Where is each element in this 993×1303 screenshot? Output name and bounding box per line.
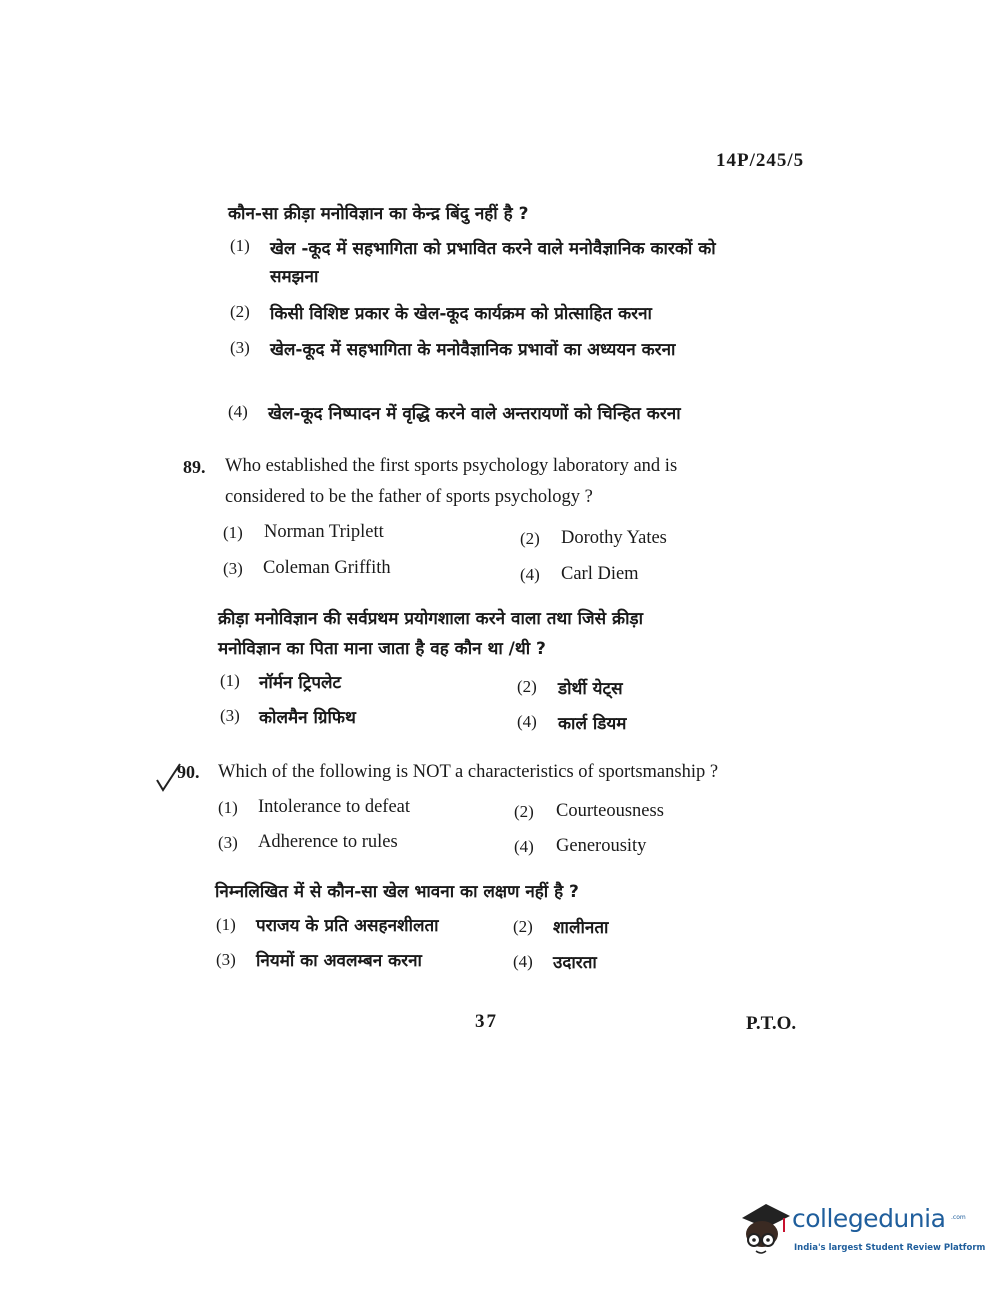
q90-hindi-option-num: (4) <box>513 952 533 971</box>
q90-hindi-option-text: उदारता <box>553 953 597 973</box>
q90-option-text: Courteousness <box>556 801 664 821</box>
q90-option-num: (1) <box>218 798 238 817</box>
q89-hindi-line1: क्रीड़ा मनोविज्ञान की सर्वप्रथम प्रयोगशाला करने वाला तथा जिसे क्रीड़ा <box>218 609 643 629</box>
q89-number: 89. <box>183 457 206 477</box>
q88-option-text: खेल-कूद में सहभागिता के मनोवैज्ञानिक प्रभावों का अध्ययन करना <box>270 340 676 360</box>
q88-option-num: (2) <box>230 302 250 321</box>
q90-hindi-option-text: शालीनता <box>553 918 609 938</box>
watermark-tagline: India's largest Student Review Platform <box>794 1243 986 1253</box>
q90-option-text: Generousity <box>556 836 647 856</box>
q88-option-num: (3) <box>230 338 250 357</box>
q90-question: Which of the following is NOT a characteristics of sportsmanship ? <box>218 762 719 782</box>
q89-hindi-option-num: (3) <box>220 706 240 725</box>
q89-option-text: Coleman Griffith <box>263 558 391 578</box>
q89-hindi-option-num: (4) <box>517 712 537 731</box>
q89-option-num: (1) <box>223 523 243 542</box>
q88-option-num: (1) <box>230 236 250 255</box>
q89-hindi-option-num: (1) <box>220 671 240 690</box>
q90-option-num: (3) <box>218 833 238 852</box>
q89-hindi-option-text: कार्ल डियम <box>558 714 627 734</box>
q88-option-num: (4) <box>228 402 248 421</box>
q89-hindi-line2: मनोविज्ञान का पिता माना जाता है वह कौन था /थी ? <box>218 639 546 659</box>
q90-option-text: Adherence to rules <box>258 832 398 852</box>
q90-option-num: (2) <box>514 802 534 821</box>
q89-question-line1: Who established the first sports psychology laboratory and is <box>225 456 678 476</box>
q90-option-num: (4) <box>514 837 534 856</box>
pto-label: P.T.O. <box>746 1013 797 1034</box>
q89-question-line2: considered to be the father of sports psychology ? <box>225 487 593 507</box>
q89-hindi-option-num: (2) <box>517 677 537 696</box>
q88-option-text: खेल -कूद में सहभागिता को प्रभावित करने वाले मनोवैज्ञानिक कारकों को <box>270 239 716 259</box>
q88-option-text: खेल-कूद निष्पादन में वृद्धि करने वाले अन्तरायणों को चिन्हित करना <box>268 404 681 424</box>
q89-option-text: Dorothy Yates <box>561 528 667 548</box>
q89-option-num: (4) <box>520 565 540 584</box>
q90-hindi-option-num: (1) <box>216 915 236 934</box>
q89-hindi-option-text: नॉर्मन ट्रिपलेट <box>259 673 342 693</box>
q90-option-text: Intolerance to defeat <box>258 797 411 817</box>
q90-hindi-option-num: (2) <box>513 917 533 936</box>
watermark-brand: collegedunia <box>792 1204 946 1233</box>
q89-hindi-option-text: डोर्थी येट्स <box>558 679 623 699</box>
q89-option-text: Norman Triplett <box>264 522 384 542</box>
q90-hindi-option-text: पराजय के प्रति असहनशीलता <box>256 916 439 936</box>
q89-option-text: Carl Diem <box>561 564 639 584</box>
q90-hindi-option-text: नियमों का अवलम्बन करना <box>256 951 422 971</box>
page-number: 37 <box>475 1011 498 1032</box>
q89-option-num: (2) <box>520 529 540 548</box>
q90-hindi-question: निम्नलिखित में से कौन-सा खेल भावना का लक्षण नहीं है ? <box>215 882 579 902</box>
q88-option-text-cont: समझना <box>270 267 319 287</box>
paper-code: 14P/245/5 <box>716 150 805 171</box>
q89-option-num: (3) <box>223 559 243 578</box>
q88-option-text: किसी विशिष्ट प्रकार के खेल-कूद कार्यक्रम को प्रोत्साहित करना <box>270 304 652 324</box>
q90-hindi-option-num: (3) <box>216 950 236 969</box>
watermark-suffix: .com <box>951 1214 966 1221</box>
mascot-logo-icon <box>736 1196 792 1258</box>
q89-hindi-option-text: कोलमैन ग्रिफिथ <box>259 708 356 728</box>
q90-number: 90. <box>177 762 200 782</box>
q88-hindi-question: कौन-सा क्रीड़ा मनोविज्ञान का केन्द्र बिंदु नहीं है ? <box>228 204 529 224</box>
